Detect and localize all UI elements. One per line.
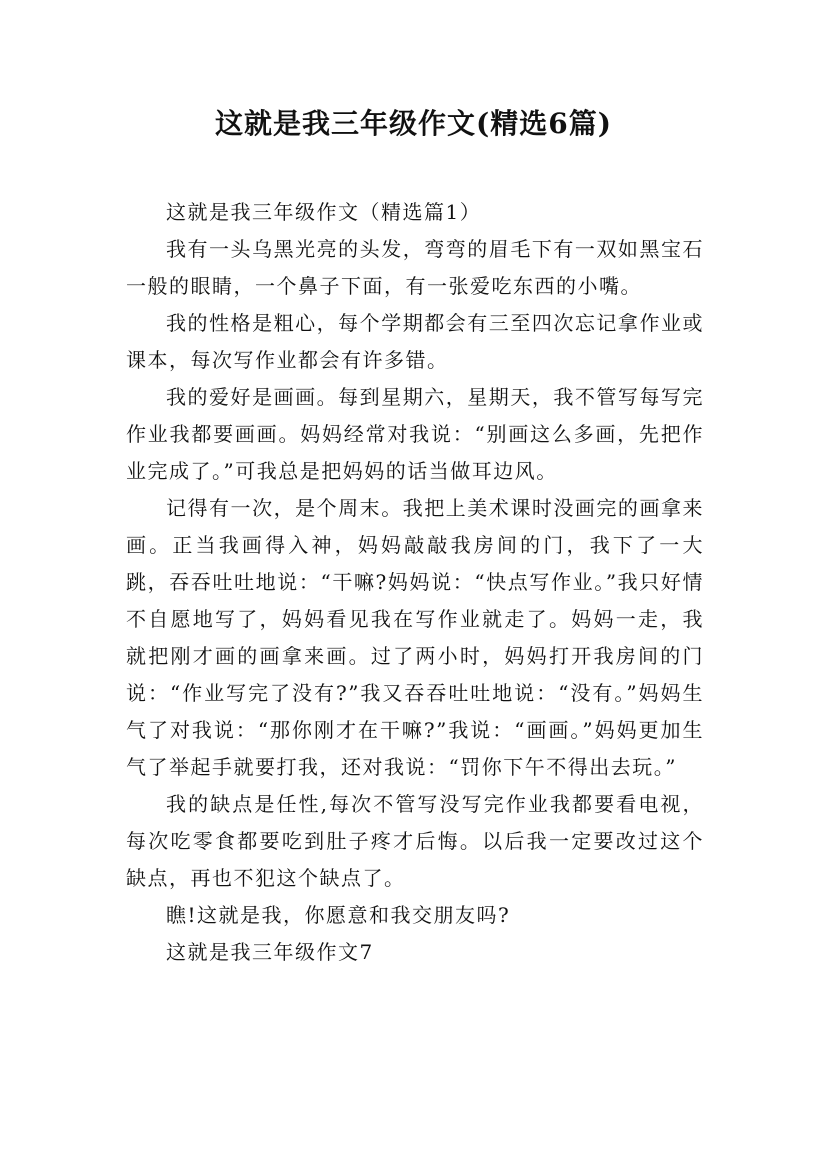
document-title: 这就是我三年级作文(精选6篇) bbox=[215, 107, 612, 140]
paragraph: 我的缺点是任性,每次不管写没写完作业我都要看电视，每次吃零食都要吃到肚子疼才后悔。以后我一定要改过这个缺点，再也不犯这个缺点了。 bbox=[126, 792, 704, 890]
paragraph: 我的性格是粗心，每个学期都会有三至四次忘记拿作业或课本，每次写作业都会有许多错。 bbox=[126, 311, 704, 372]
section-heading: 这就是我三年级作文（精选篇1） bbox=[166, 200, 482, 224]
paragraph: 我有一头乌黑光亮的头发，弯弯的眉毛下有一双如黑宝石一般的眼睛，一个鼻子下面，有一张爱吃东西的小嘴。 bbox=[126, 237, 704, 298]
document-body bbox=[126, 194, 704, 971]
paragraph: 瞧!这就是我，你愿意和我交朋友吗? bbox=[166, 903, 511, 927]
section-heading: 这就是我三年级作文7 bbox=[166, 940, 374, 964]
paragraph: 我的爱好是画画。每到星期六，星期天，我不管写每写完作业我都要画画。妈妈经常对我说：“别画这么多画，先把作业完成了。”可我总是把妈妈的话当做耳边风。 bbox=[126, 385, 704, 483]
paragraph: 记得有一次，是个周末。我把上美术课时没画完的画拿来画。正当我画得入神，妈妈敲敲我房间的门，我下了一大跳，吞吞吐吐地说：“干嘛?妈妈说：“快点写作业。”我只好情不自愿地写了，妈妈看见我在写作业就走了。妈妈一走，我就把刚才画的画拿来画。过了两小时，妈妈打开我房间的门说：“作业写完了没有?”我又吞吞吐吐地说：“没有。”妈妈生气了对我说：“那你刚才在干嘛?”我说：“画画。”妈妈更加生气了举起手就要打我，还对我说：“罚你下午不得出去玩。” bbox=[126, 496, 704, 779]
